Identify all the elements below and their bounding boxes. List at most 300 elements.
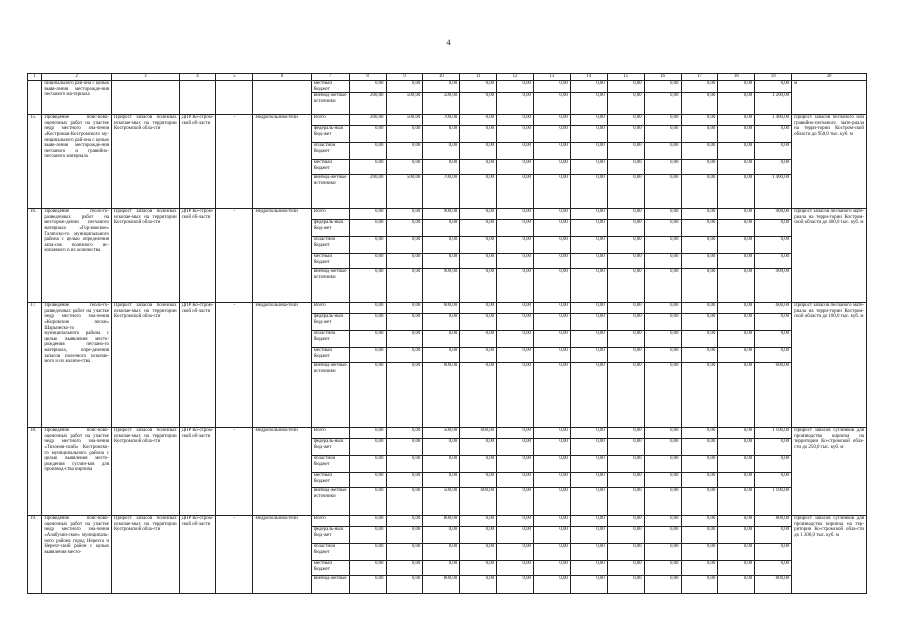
amount-cell: 0,00 bbox=[681, 516, 718, 527]
amount-cell: 0,00 bbox=[570, 331, 607, 348]
amount-cell: 0,00 bbox=[534, 561, 571, 576]
amount-cell: 0,00 bbox=[386, 544, 423, 561]
amount-cell: 0,00 bbox=[644, 439, 681, 456]
amount-cell: 0,00 bbox=[497, 439, 534, 456]
amount-cell: 700,00 bbox=[423, 175, 460, 209]
amount-cell: 0,00 bbox=[607, 93, 644, 115]
row-number-cell: 19. bbox=[28, 516, 42, 594]
amount-cell: 0,00 bbox=[644, 143, 681, 160]
amount-cell: 0,00 bbox=[349, 561, 386, 576]
amount-cell: 0,00 bbox=[423, 348, 460, 363]
amount-cell: 0,00 bbox=[460, 544, 497, 561]
amount-cell: 0,00 bbox=[386, 209, 423, 220]
amount-cell: 0,00 bbox=[718, 473, 755, 488]
deadline-cell: - bbox=[216, 428, 253, 516]
result-cell: Прирост запасов полезных ископае-мых на территории Костромской обла-сти bbox=[111, 516, 179, 594]
result-cell: Прирост запасов полезных ископае-мых на территории Костромской обла-сти bbox=[111, 303, 179, 428]
amount-cell: 0,00 bbox=[570, 561, 607, 576]
funding-source-cell: местный бюджет bbox=[311, 561, 349, 576]
deadline-cell: - bbox=[216, 115, 253, 209]
amount-cell: 0,00 bbox=[497, 143, 534, 160]
amount-cell: 0,00 bbox=[570, 160, 607, 175]
participants-cell: Недропользова-тели bbox=[253, 303, 311, 428]
amount-cell: 900,00 bbox=[755, 269, 792, 303]
column-header: 7 bbox=[311, 74, 349, 81]
amount-cell: 0,00 bbox=[718, 363, 755, 428]
deadline-cell bbox=[216, 81, 253, 115]
amount-cell: 900,00 bbox=[423, 269, 460, 303]
amount-cell: 0,00 bbox=[534, 544, 571, 561]
amount-cell: 0,00 bbox=[460, 527, 497, 544]
amount-cell: 1 400,00 bbox=[755, 115, 792, 126]
column-header: 14 bbox=[570, 74, 607, 81]
amount-cell: 0,00 bbox=[460, 269, 497, 303]
funding-source-cell: местный бюджет bbox=[311, 473, 349, 488]
funding-source-cell: местный бюджет bbox=[311, 348, 349, 363]
amount-cell: 0,00 bbox=[718, 314, 755, 331]
amount-cell: 0,00 bbox=[681, 576, 718, 594]
column-header: 5 bbox=[216, 74, 253, 81]
amount-cell: 0,00 bbox=[755, 439, 792, 456]
amount-cell: 0,00 bbox=[570, 220, 607, 237]
amount-cell: 0,00 bbox=[460, 473, 497, 488]
amount-cell: 0,00 bbox=[755, 473, 792, 488]
amount-cell: 0,00 bbox=[534, 348, 571, 363]
amount-cell: 0,00 bbox=[460, 209, 497, 220]
amount-cell: 0,00 bbox=[607, 160, 644, 175]
result-cell: Прирост запасов полезных ископае-мых на территории Костромской обла-сти bbox=[111, 115, 179, 209]
amount-cell: 0,00 bbox=[570, 473, 607, 488]
amount-cell: 0,00 bbox=[534, 439, 571, 456]
executor-cell: ДПР Ко-стром-ской об-ласти bbox=[179, 516, 216, 594]
amount-cell: 0,00 bbox=[534, 126, 571, 143]
amount-cell: 0,00 bbox=[534, 175, 571, 209]
amount-cell: 0,00 bbox=[386, 237, 423, 254]
funding-source-cell: местный бюджет bbox=[311, 160, 349, 175]
amount-cell: 0,00 bbox=[349, 439, 386, 456]
amount-cell: 0,00 bbox=[349, 303, 386, 314]
amount-cell: 0,00 bbox=[460, 237, 497, 254]
amount-cell: 800,00 bbox=[755, 576, 792, 594]
amount-cell: 0,00 bbox=[644, 527, 681, 544]
amount-cell: 0,00 bbox=[755, 561, 792, 576]
amount-cell: 0,00 bbox=[607, 561, 644, 576]
indicator-cell: Прирост запасов песчаного мате-риала на терри-тории Костром-ской области до 400,0 тыс. куб. м bbox=[792, 209, 867, 303]
amount-cell: 0,00 bbox=[423, 237, 460, 254]
amount-cell: 0,00 bbox=[644, 269, 681, 303]
amount-cell: 0,00 bbox=[423, 527, 460, 544]
amount-cell: 0,00 bbox=[423, 314, 460, 331]
amount-cell: 0,00 bbox=[718, 439, 755, 456]
amount-cell: 200,00 bbox=[349, 115, 386, 126]
amount-cell: 0,00 bbox=[718, 175, 755, 209]
amount-cell: 0,00 bbox=[755, 331, 792, 348]
amount-cell: 0,00 bbox=[423, 561, 460, 576]
amount-cell: 0,00 bbox=[607, 237, 644, 254]
amount-cell: 0,00 bbox=[718, 254, 755, 269]
amount-cell: 0,00 bbox=[534, 516, 571, 527]
amount-cell: 0,00 bbox=[349, 527, 386, 544]
column-header: 3 bbox=[111, 74, 179, 81]
funding-source-cell: областной бюджет bbox=[311, 544, 349, 561]
amount-cell: 0,00 bbox=[386, 348, 423, 363]
amount-cell: 0,00 bbox=[386, 456, 423, 473]
amount-cell: 0,00 bbox=[607, 363, 644, 428]
column-header: 18 bbox=[718, 74, 755, 81]
amount-cell: 0,00 bbox=[681, 544, 718, 561]
amount-cell: 0,00 bbox=[644, 209, 681, 220]
amount-cell: 0,00 bbox=[349, 269, 386, 303]
amount-cell: 0,00 bbox=[644, 237, 681, 254]
amount-cell: 0,00 bbox=[460, 126, 497, 143]
amount-cell: 0,00 bbox=[570, 175, 607, 209]
table-row bbox=[28, 516, 867, 527]
amount-cell: 0,00 bbox=[570, 488, 607, 516]
amount-cell: 0,00 bbox=[534, 488, 571, 516]
amount-cell: 0,00 bbox=[460, 561, 497, 576]
amount-cell: 0,00 bbox=[718, 160, 755, 175]
result-cell: Прирост запасов полезных ископае-мых на территории Костромской обла-сти bbox=[111, 209, 179, 303]
amount-cell: 0,00 bbox=[497, 93, 534, 115]
amount-cell: 0,00 bbox=[460, 576, 497, 594]
column-header: 8 bbox=[349, 74, 386, 81]
amount-cell: 0,00 bbox=[423, 143, 460, 160]
amount-cell: 800,00 bbox=[755, 516, 792, 527]
amount-cell: 0,00 bbox=[681, 254, 718, 269]
funding-source-cell: федераль-ный бюд-жет bbox=[311, 439, 349, 456]
amount-cell: 0,00 bbox=[644, 516, 681, 527]
amount-cell: 1 400,00 bbox=[755, 175, 792, 209]
amount-cell: 0,00 bbox=[534, 576, 571, 594]
amount-cell: 0,00 bbox=[460, 439, 497, 456]
funding-source-cell: местный бюджет bbox=[311, 254, 349, 269]
amount-cell: 0,00 bbox=[607, 220, 644, 237]
activity-name-cell: Проведение поис-ково-оценочных работ на участке недр местного зна-чения «Тихонов-ский» Костромско-го муниципального района с целью выявления место-рождения суглин-ков для производ-ства кирпича bbox=[42, 428, 112, 516]
amount-cell: 0,00 bbox=[755, 143, 792, 160]
amount-cell: 0,00 bbox=[460, 160, 497, 175]
amount-cell: 0,00 bbox=[570, 314, 607, 331]
amount-cell: 0,00 bbox=[755, 544, 792, 561]
amount-cell: 0,00 bbox=[386, 303, 423, 314]
amount-cell: 0,00 bbox=[497, 456, 534, 473]
amount-cell: 0,00 bbox=[644, 126, 681, 143]
amount-cell: 0,00 bbox=[681, 428, 718, 439]
amount-cell: 0,00 bbox=[497, 160, 534, 175]
funding-source-cell: внебюд-жетные источники bbox=[311, 488, 349, 516]
amount-cell: 0,00 bbox=[460, 303, 497, 314]
amount-cell: 0,00 bbox=[644, 576, 681, 594]
activity-name-cell: пиципального рай-она с целью выяв-ления месторожде-ния песчаного ма-териала bbox=[42, 81, 112, 115]
amount-cell: 0,00 bbox=[497, 576, 534, 594]
funding-source-cell: областной бюджет bbox=[311, 237, 349, 254]
amount-cell: 0,00 bbox=[497, 473, 534, 488]
amount-cell: 0,00 bbox=[386, 126, 423, 143]
amount-cell: 0,00 bbox=[570, 456, 607, 473]
funding-source-cell: внебюд-жетные bbox=[311, 576, 349, 594]
amount-cell: 0,00 bbox=[644, 488, 681, 516]
amount-cell: 0,00 bbox=[497, 348, 534, 363]
amount-cell: 500,00 bbox=[423, 428, 460, 439]
amount-cell: 0,00 bbox=[423, 544, 460, 561]
column-header: 13 bbox=[534, 74, 571, 81]
column-header: 6 bbox=[253, 74, 311, 81]
amount-cell: 0,00 bbox=[607, 576, 644, 594]
amount-cell: 0,00 bbox=[681, 269, 718, 303]
indicator-cell: Прирост запасов песчаного или гравийно-песчаного мате-риала на терри-тории Костром-ской области до 950,0 тыс. куб. м bbox=[792, 115, 867, 209]
amount-cell: 900,00 bbox=[423, 209, 460, 220]
amount-cell: 0,00 bbox=[570, 143, 607, 160]
amount-cell: 0,00 bbox=[534, 456, 571, 473]
amount-cell: 0,00 bbox=[349, 576, 386, 594]
row-number-cell: 18. bbox=[28, 428, 42, 516]
amount-cell: 0,00 bbox=[534, 237, 571, 254]
amount-cell: 0,00 bbox=[349, 81, 386, 93]
amount-cell: 0,00 bbox=[386, 269, 423, 303]
amount-cell: 0,00 bbox=[497, 254, 534, 269]
activity-name-cell: Проведение геоло-го-разведочных работ на месторож-дении песчаного материала «Гор-ковское» Галичско-го муниципального района с целью определения запа-сов полезного ис-копаемого и их количества bbox=[42, 209, 112, 303]
amount-cell: 0,00 bbox=[718, 544, 755, 561]
amount-cell: 0,00 bbox=[570, 439, 607, 456]
amount-cell: 0,00 bbox=[497, 428, 534, 439]
result-cell: Прирост запасов полезных ископае-мых на территории Костромской обла-сти bbox=[111, 428, 179, 516]
amount-cell: 0,00 bbox=[718, 456, 755, 473]
amount-cell: 0,00 bbox=[460, 93, 497, 115]
amount-cell: 0,00 bbox=[497, 363, 534, 428]
amount-cell: 0,00 bbox=[644, 115, 681, 126]
amount-cell: 0,00 bbox=[534, 220, 571, 237]
amount-cell: 0,00 bbox=[607, 456, 644, 473]
amount-cell: 0,00 bbox=[681, 175, 718, 209]
column-header: 4 bbox=[179, 74, 216, 81]
amount-cell: 0,00 bbox=[460, 115, 497, 126]
amount-cell: 600,00 bbox=[423, 363, 460, 428]
funding-source-cell: внебюд-жетные источники bbox=[311, 363, 349, 428]
amount-cell: 0,00 bbox=[534, 331, 571, 348]
deadline-cell: - bbox=[216, 303, 253, 428]
amount-cell: 0,00 bbox=[423, 439, 460, 456]
amount-cell: 0,00 bbox=[460, 314, 497, 331]
amount-cell: 0,00 bbox=[681, 473, 718, 488]
table-row bbox=[28, 115, 867, 126]
amount-cell: 0,00 bbox=[607, 269, 644, 303]
column-header: 20 bbox=[792, 74, 867, 81]
amount-cell: 0,00 bbox=[386, 254, 423, 269]
amount-cell: 0,00 bbox=[681, 237, 718, 254]
amount-cell: 0,00 bbox=[681, 220, 718, 237]
amount-cell: 0,00 bbox=[497, 561, 534, 576]
activity-name-cell: Проведение поис-ково-оценочных работ на участке недр местного зна-чения «Алабузин-ское» муниципаль-ного района город Нерехта и Нерехт-ский район с целью выявления место- bbox=[42, 516, 112, 594]
amount-cell: 0,00 bbox=[349, 348, 386, 363]
amount-cell: 0,00 bbox=[681, 126, 718, 143]
column-header: 19 bbox=[755, 74, 792, 81]
column-header: 12 bbox=[497, 74, 534, 81]
amount-cell: 0,00 bbox=[681, 331, 718, 348]
amount-cell: 0,00 bbox=[755, 81, 792, 93]
amount-cell: 0,00 bbox=[607, 314, 644, 331]
amount-cell: 0,00 bbox=[570, 576, 607, 594]
page-number: 4 bbox=[446, 38, 451, 47]
participants-cell: Недропользова-тели bbox=[253, 115, 311, 209]
column-header: 17 bbox=[681, 74, 718, 81]
amount-cell: 0,00 bbox=[386, 160, 423, 175]
amount-cell: 0,00 bbox=[681, 348, 718, 363]
amount-cell: 0,00 bbox=[386, 473, 423, 488]
amount-cell: 0,00 bbox=[718, 269, 755, 303]
amount-cell: 0,00 bbox=[607, 488, 644, 516]
amount-cell: 0,00 bbox=[497, 81, 534, 93]
amount-cell: 0,00 bbox=[349, 209, 386, 220]
amount-cell: 500,00 bbox=[386, 175, 423, 209]
amount-cell: 0,00 bbox=[644, 561, 681, 576]
amount-cell: 0,00 bbox=[607, 175, 644, 209]
executor-cell bbox=[179, 81, 216, 115]
activity-name-cell: Проведение геоло-го-разведочных работ на участке недр местного зна-чения «Кировские пески» Шарьинско-го муниципального района с целью выявления место-рождения песчано-го материала, опре-деления запасов полезного ископае-мого и их количе-ства bbox=[42, 303, 112, 428]
amount-cell: 0,00 bbox=[718, 209, 755, 220]
amount-cell: 0,00 bbox=[570, 237, 607, 254]
funding-source-cell: Всего bbox=[311, 516, 349, 527]
column-header: 16 bbox=[644, 74, 681, 81]
amount-cell: 0,00 bbox=[460, 348, 497, 363]
amount-cell: 0,00 bbox=[607, 115, 644, 126]
amount-cell: 0,00 bbox=[460, 81, 497, 93]
amount-cell: 0,00 bbox=[644, 303, 681, 314]
amount-cell: 0,00 bbox=[386, 516, 423, 527]
amount-cell: 0,00 bbox=[607, 544, 644, 561]
amount-cell: 0,00 bbox=[534, 254, 571, 269]
amount-cell: 0,00 bbox=[718, 220, 755, 237]
amount-cell: 0,00 bbox=[423, 220, 460, 237]
amount-cell: 0,00 bbox=[607, 428, 644, 439]
amount-cell: 0,00 bbox=[644, 473, 681, 488]
amount-cell: 0,00 bbox=[607, 331, 644, 348]
funding-source-cell: федераль-ный бюд-жет bbox=[311, 126, 349, 143]
amount-cell: 0,00 bbox=[497, 314, 534, 331]
amount-cell: 0,00 bbox=[607, 126, 644, 143]
participants-cell: Недропользова-тели bbox=[253, 516, 311, 594]
amount-cell: 0,00 bbox=[607, 143, 644, 160]
amount-cell: 0,00 bbox=[718, 561, 755, 576]
amount-cell: 0,00 bbox=[349, 331, 386, 348]
amount-cell: 800,00 bbox=[423, 516, 460, 527]
row-number-cell: 16. bbox=[28, 209, 42, 303]
amount-cell: 0,00 bbox=[570, 209, 607, 220]
amount-cell: 0,00 bbox=[607, 473, 644, 488]
amount-cell: 0,00 bbox=[755, 160, 792, 175]
amount-cell: 1 200,00 bbox=[755, 93, 792, 115]
amount-cell: 0,00 bbox=[681, 115, 718, 126]
column-header: 11 bbox=[460, 74, 497, 81]
amount-cell: 0,00 bbox=[349, 254, 386, 269]
amount-cell: 0,00 bbox=[497, 303, 534, 314]
amount-cell: 0,00 bbox=[349, 143, 386, 160]
amount-cell: 0,00 bbox=[497, 527, 534, 544]
amount-cell: 0,00 bbox=[497, 516, 534, 527]
row-number-cell: 15. bbox=[28, 115, 42, 209]
amount-cell: 0,00 bbox=[460, 456, 497, 473]
funding-source-cell: Всего bbox=[311, 428, 349, 439]
amount-cell: 0,00 bbox=[534, 363, 571, 428]
amount-cell: 0,00 bbox=[644, 363, 681, 428]
funding-source-cell: внебюд-жетные источники bbox=[311, 269, 349, 303]
funding-source-cell: областной бюджет bbox=[311, 331, 349, 348]
amount-cell: 0,00 bbox=[497, 209, 534, 220]
row-number-cell: 17. bbox=[28, 303, 42, 428]
amount-cell: 0,00 bbox=[718, 81, 755, 93]
amount-cell: 0,00 bbox=[718, 115, 755, 126]
table-body bbox=[28, 81, 867, 594]
executor-cell: ДПР Ко-стром-ской об-ласти bbox=[179, 303, 216, 428]
column-header: 2 bbox=[42, 74, 112, 81]
column-header: 9 bbox=[386, 74, 423, 81]
amount-cell: 0,00 bbox=[570, 254, 607, 269]
amount-cell: 0,00 bbox=[349, 428, 386, 439]
amount-cell: 0,00 bbox=[681, 363, 718, 428]
funding-source-cell: местный бюджет bbox=[311, 81, 349, 93]
amount-cell: 0,00 bbox=[386, 561, 423, 576]
amount-cell: 200,00 bbox=[349, 93, 386, 115]
executor-cell: ДПР Ко-стром-ской об-ласти bbox=[179, 209, 216, 303]
amount-cell: 0,00 bbox=[534, 115, 571, 126]
row-number-cell bbox=[28, 81, 42, 115]
amount-cell: 0,00 bbox=[534, 314, 571, 331]
amount-cell: 0,00 bbox=[423, 126, 460, 143]
amount-cell: 0,00 bbox=[534, 93, 571, 115]
amount-cell: 0,00 bbox=[386, 439, 423, 456]
amount-cell: 600,00 bbox=[423, 303, 460, 314]
column-header: 10 bbox=[423, 74, 460, 81]
amount-cell: 0,00 bbox=[644, 81, 681, 93]
amount-cell: 1 100,00 bbox=[755, 428, 792, 439]
amount-cell: 0,00 bbox=[497, 220, 534, 237]
executor-cell: ДПР Ко-стром-ской об-ласти bbox=[179, 115, 216, 209]
amount-cell: 0,00 bbox=[349, 160, 386, 175]
amount-cell: 0,00 bbox=[534, 209, 571, 220]
amount-cell: 0,00 bbox=[534, 303, 571, 314]
deadline-cell: - bbox=[216, 209, 253, 303]
amount-cell: 0,00 bbox=[681, 439, 718, 456]
amount-cell: 0,00 bbox=[718, 303, 755, 314]
amount-cell: 0,00 bbox=[386, 143, 423, 160]
amount-cell: 0,00 bbox=[497, 488, 534, 516]
amount-cell: 0,00 bbox=[644, 160, 681, 175]
amount-cell: 0,00 bbox=[755, 456, 792, 473]
amount-cell: 0,00 bbox=[755, 220, 792, 237]
amount-cell: 0,00 bbox=[755, 527, 792, 544]
participants-cell: Недропользова-тели bbox=[253, 428, 311, 516]
funding-source-cell: внебюд-жетные источники bbox=[311, 175, 349, 209]
amount-cell: 0,00 bbox=[423, 456, 460, 473]
participants-cell bbox=[253, 81, 311, 115]
amount-cell: 0,00 bbox=[681, 456, 718, 473]
amount-cell: 0,00 bbox=[644, 428, 681, 439]
amount-cell: 0,00 bbox=[607, 209, 644, 220]
amount-cell: 0,00 bbox=[755, 237, 792, 254]
amount-cell: 600,00 bbox=[755, 363, 792, 428]
amount-cell: 0,00 bbox=[681, 303, 718, 314]
amount-cell: 0,00 bbox=[644, 544, 681, 561]
amount-cell: 0,00 bbox=[534, 428, 571, 439]
amount-cell: 0,00 bbox=[681, 160, 718, 175]
amount-cell: 0,00 bbox=[349, 488, 386, 516]
amount-cell: 0,00 bbox=[497, 237, 534, 254]
amount-cell: 0,00 bbox=[570, 81, 607, 93]
amount-cell: 0,00 bbox=[460, 220, 497, 237]
amount-cell: 0,00 bbox=[681, 488, 718, 516]
amount-cell: 0,00 bbox=[681, 81, 718, 93]
funding-source-cell: Всего bbox=[311, 209, 349, 220]
amount-cell: 0,00 bbox=[386, 331, 423, 348]
funding-source-cell: областной бюджет bbox=[311, 143, 349, 160]
